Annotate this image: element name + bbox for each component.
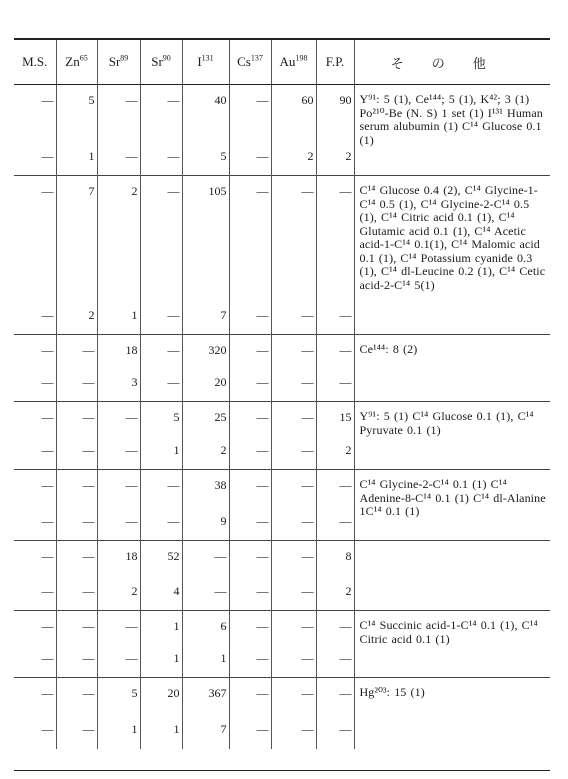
bottom-value: 2	[345, 584, 352, 598]
bottom-value: 1	[173, 443, 180, 457]
note-text	[360, 541, 549, 549]
value-cell	[140, 611, 182, 678]
top-value: —	[339, 686, 352, 700]
value-cell	[229, 611, 271, 678]
bottom-value: —	[301, 722, 314, 736]
bottom-value: —	[167, 149, 180, 163]
top-value: —	[301, 686, 314, 700]
top-value: 7	[88, 184, 95, 198]
bottom-value: 9	[220, 514, 227, 528]
top-value: 52	[167, 549, 180, 563]
bottom-value: —	[256, 651, 269, 665]
bottom-value: 2	[345, 443, 352, 457]
value-cell	[271, 335, 316, 402]
top-value: 367	[208, 686, 227, 700]
top-value: 5	[88, 93, 95, 107]
value-cell	[229, 335, 271, 402]
bottom-value: —	[41, 584, 54, 598]
bottom-value: —	[82, 514, 95, 528]
bottom-value: 20	[214, 375, 227, 389]
top-value: 60	[301, 93, 314, 107]
top-value: —	[167, 343, 180, 357]
value-cell	[14, 402, 56, 470]
bottom-value: —	[301, 443, 314, 457]
top-value: —	[41, 686, 54, 700]
bottom-value: 2	[88, 308, 95, 322]
top-value: —	[125, 619, 138, 633]
top-value: —	[301, 478, 314, 492]
value-cell	[316, 402, 354, 470]
bottom-value: —	[41, 375, 54, 389]
other-note	[354, 611, 550, 678]
table-body	[14, 85, 550, 749]
top-value: —	[125, 410, 138, 424]
top-value: —	[82, 343, 95, 357]
value-cell	[140, 402, 182, 470]
header-sr89: Sr$^{89}$	[97, 39, 140, 85]
top-value: 5	[131, 686, 138, 700]
value-cell	[97, 335, 140, 402]
top-value: —	[256, 686, 269, 700]
top-value: —	[256, 93, 269, 107]
value-cell	[182, 611, 229, 678]
value-cell	[97, 85, 140, 176]
value-cell	[271, 402, 316, 470]
note-text: Hg²⁰³: 15 (1)	[359, 685, 425, 699]
note-text: Y⁹¹: 5 (1), Ce¹⁴⁴; 5 (1), K⁴²; 3 (1) Po²¹⁰-Be (N. S) 1 set (1) I¹³¹ Human serum alubumin (1) C¹⁴ Glucose 0.1 (1)	[359, 92, 543, 147]
value-cell	[14, 335, 56, 402]
bottom-value: —	[301, 651, 314, 665]
value-cell	[140, 541, 182, 611]
bottom-value: —	[339, 375, 352, 389]
value-cell	[56, 541, 97, 611]
header-au198: Au$^{198}$	[271, 39, 316, 85]
table-row	[14, 470, 550, 541]
bottom-value: —	[339, 514, 352, 528]
top-value: —	[256, 410, 269, 424]
bottom-value: 5	[220, 149, 227, 163]
top-value: 105	[208, 184, 227, 198]
top-value: —	[125, 93, 138, 107]
table-row	[14, 176, 550, 335]
top-value: —	[256, 478, 269, 492]
top-value: —	[301, 619, 314, 633]
value-cell	[14, 85, 56, 176]
note-text: Y⁹¹: 5 (1) C¹⁴ Glucose 0.1 (1), C¹⁴ Pyruvate 0.1 (1)	[359, 409, 534, 437]
top-value: —	[41, 93, 54, 107]
header-ms: M.S.	[14, 39, 56, 85]
value-cell	[271, 85, 316, 176]
bottom-value: —	[41, 149, 54, 163]
bottom-value: —	[125, 651, 138, 665]
value-cell	[182, 678, 229, 749]
top-value: 18	[125, 549, 138, 563]
bottom-value: —	[256, 584, 269, 598]
value-cell	[97, 470, 140, 541]
other-note	[354, 541, 550, 611]
note-text: C¹⁴ Glycine-2-C¹⁴ 0.1 (1) C¹⁴ Adenine-8-C¹⁴ 0.1 (1) C¹⁴ dl-Alanine 1C¹⁴ 0.1 (1)	[359, 477, 546, 518]
value-cell	[14, 541, 56, 611]
value-cell	[14, 611, 56, 678]
bottom-value: —	[256, 443, 269, 457]
bottom-value: —	[41, 308, 54, 322]
top-value: —	[82, 686, 95, 700]
bottom-value: 1	[88, 149, 95, 163]
top-value: —	[256, 549, 269, 563]
top-value: —	[41, 619, 54, 633]
bottom-value: —	[301, 584, 314, 598]
value-cell	[271, 611, 316, 678]
value-cell	[229, 402, 271, 470]
top-value: 6	[220, 619, 227, 633]
other-note	[354, 402, 550, 470]
other-note	[354, 470, 550, 541]
value-cell	[316, 335, 354, 402]
value-cell	[56, 678, 97, 749]
top-value: 90	[339, 93, 352, 107]
top-value: —	[339, 184, 352, 198]
top-value: —	[41, 549, 54, 563]
bottom-value: —	[125, 514, 138, 528]
top-value: —	[82, 478, 95, 492]
bottom-value: 4	[173, 584, 180, 598]
value-cell	[182, 85, 229, 176]
top-value: —	[256, 343, 269, 357]
bottom-value: —	[339, 651, 352, 665]
value-cell	[56, 176, 97, 335]
top-value: —	[41, 478, 54, 492]
top-value: 5	[173, 410, 180, 424]
table-row	[14, 335, 550, 402]
value-cell	[97, 611, 140, 678]
value-cell	[229, 541, 271, 611]
bottom-value: —	[41, 722, 54, 736]
value-cell	[140, 470, 182, 541]
value-cell	[182, 176, 229, 335]
top-value: —	[301, 343, 314, 357]
top-value: 8	[345, 549, 352, 563]
bottom-value: 1	[173, 722, 180, 736]
bottom-value: —	[41, 443, 54, 457]
value-cell	[56, 335, 97, 402]
bottom-value: —	[256, 722, 269, 736]
value-cell	[14, 470, 56, 541]
header-sr90: Sr$^{90}$	[140, 39, 182, 85]
note-text: C¹⁴ Glucose 0.4 (2), C¹⁴ Glycine-1-C¹⁴ 0.5 (1), C¹⁴ Glycine-2-C¹⁴ 0.5 (1), C¹⁴ Citric acid 0.1 (1), C¹⁴ Glutamic acid 0.1 (1), C¹⁴ Acetic acid-1-C¹⁴ 0.1(1), C¹⁴ Malomic acid 0.1 (1), C¹⁴ Potassium cyanide 0.3 (1), C¹⁴ dl-Leucine 0.2 (1), C¹⁴ Cetic acid-2-C¹⁴ 5(1)	[359, 183, 546, 292]
top-value: —	[339, 619, 352, 633]
top-value: —	[301, 410, 314, 424]
value-cell	[316, 176, 354, 335]
bottom-value: —	[301, 375, 314, 389]
top-value: 38	[214, 478, 227, 492]
bottom-value: 1	[131, 308, 138, 322]
value-cell	[97, 402, 140, 470]
bottom-value: 2	[220, 443, 227, 457]
bottom-value: —	[41, 651, 54, 665]
bottom-value: 7	[220, 308, 227, 322]
top-value: 320	[208, 343, 227, 357]
value-cell	[229, 470, 271, 541]
top-value: —	[41, 343, 54, 357]
header-row	[14, 39, 550, 85]
value-cell	[271, 176, 316, 335]
bottom-value: —	[256, 375, 269, 389]
bottom-value: —	[82, 443, 95, 457]
value-cell	[97, 678, 140, 749]
value-cell	[56, 470, 97, 541]
value-cell	[316, 611, 354, 678]
value-cell	[316, 541, 354, 611]
bottom-value: 2	[307, 149, 314, 163]
value-cell	[140, 176, 182, 335]
top-value: —	[167, 93, 180, 107]
value-cell	[271, 470, 316, 541]
top-value: 2	[131, 184, 138, 198]
value-cell	[229, 176, 271, 335]
table-row	[14, 85, 550, 176]
top-value: —	[339, 478, 352, 492]
bottom-value: —	[125, 149, 138, 163]
other-note	[354, 678, 550, 749]
bottom-value: —	[301, 514, 314, 528]
value-cell	[56, 611, 97, 678]
table-row	[14, 541, 550, 611]
value-cell	[316, 470, 354, 541]
value-cell	[182, 541, 229, 611]
top-value: —	[125, 478, 138, 492]
header-zn65: Zn$^{65}$	[56, 39, 97, 85]
value-cell	[140, 85, 182, 176]
top-value: —	[301, 549, 314, 563]
top-value: —	[41, 184, 54, 198]
bottom-value: —	[167, 514, 180, 528]
top-value: 15	[339, 410, 352, 424]
bottom-value: 1	[173, 651, 180, 665]
bottom-value: —	[167, 375, 180, 389]
bottom-value: 2	[131, 584, 138, 598]
top-value: —	[256, 184, 269, 198]
bottom-value: —	[214, 584, 227, 598]
bottom-value: —	[256, 149, 269, 163]
value-cell	[140, 678, 182, 749]
value-cell	[271, 678, 316, 749]
bottom-value: —	[125, 443, 138, 457]
bottom-value: 1	[131, 722, 138, 736]
isotope-usage-table	[14, 38, 550, 749]
top-value: —	[214, 549, 227, 563]
note-text: C¹⁴ Succinic acid-1-C¹⁴ 0.1 (1), C¹⁴ Citric acid 0.1 (1)	[359, 618, 538, 646]
note-text: Ce¹⁴⁴: 8 (2)	[359, 342, 418, 356]
value-cell	[97, 541, 140, 611]
value-cell	[271, 541, 316, 611]
other-note	[354, 176, 550, 335]
bottom-value: —	[339, 722, 352, 736]
bottom-value: —	[41, 514, 54, 528]
top-value: —	[82, 619, 95, 633]
bottom-value: 7	[220, 722, 227, 736]
table-row	[14, 402, 550, 470]
header-cs137: Cs$^{137}$	[229, 39, 271, 85]
table-row	[14, 611, 550, 678]
value-cell	[14, 176, 56, 335]
bottom-value: —	[82, 584, 95, 598]
other-note	[354, 85, 550, 176]
value-cell	[316, 85, 354, 176]
top-value: 1	[173, 619, 180, 633]
top-value: 40	[214, 93, 227, 107]
top-value: 20	[167, 686, 180, 700]
header-i131: $I^{131}$	[182, 39, 229, 85]
top-value: —	[301, 184, 314, 198]
bottom-value: —	[256, 514, 269, 528]
bottom-value: —	[167, 308, 180, 322]
top-value: —	[167, 184, 180, 198]
value-cell	[229, 678, 271, 749]
value-cell	[229, 85, 271, 176]
top-value: —	[82, 549, 95, 563]
other-note	[354, 335, 550, 402]
bottom-value: —	[82, 722, 95, 736]
header-other: その他	[354, 39, 550, 85]
top-value: —	[41, 410, 54, 424]
value-cell	[182, 335, 229, 402]
top-value: 25	[214, 410, 227, 424]
bottom-value: —	[82, 375, 95, 389]
bottom-value: —	[82, 651, 95, 665]
value-cell	[182, 402, 229, 470]
value-cell	[97, 176, 140, 335]
top-value: —	[256, 619, 269, 633]
bottom-value: 3	[131, 375, 138, 389]
header-fp: F.P.	[316, 39, 354, 85]
value-cell	[56, 85, 97, 176]
top-value: 18	[125, 343, 138, 357]
bottom-value: —	[256, 308, 269, 322]
value-cell	[14, 678, 56, 749]
value-cell	[140, 335, 182, 402]
top-value: —	[167, 478, 180, 492]
top-value: —	[339, 343, 352, 357]
top-value: —	[82, 410, 95, 424]
value-cell	[56, 402, 97, 470]
bottom-value: —	[339, 308, 352, 322]
bottom-value: —	[301, 308, 314, 322]
bottom-value: 2	[345, 149, 352, 163]
value-cell	[316, 678, 354, 749]
bottom-value: 1	[220, 651, 227, 665]
value-cell	[182, 470, 229, 541]
table-row	[14, 678, 550, 749]
bottom-rule	[14, 770, 550, 771]
